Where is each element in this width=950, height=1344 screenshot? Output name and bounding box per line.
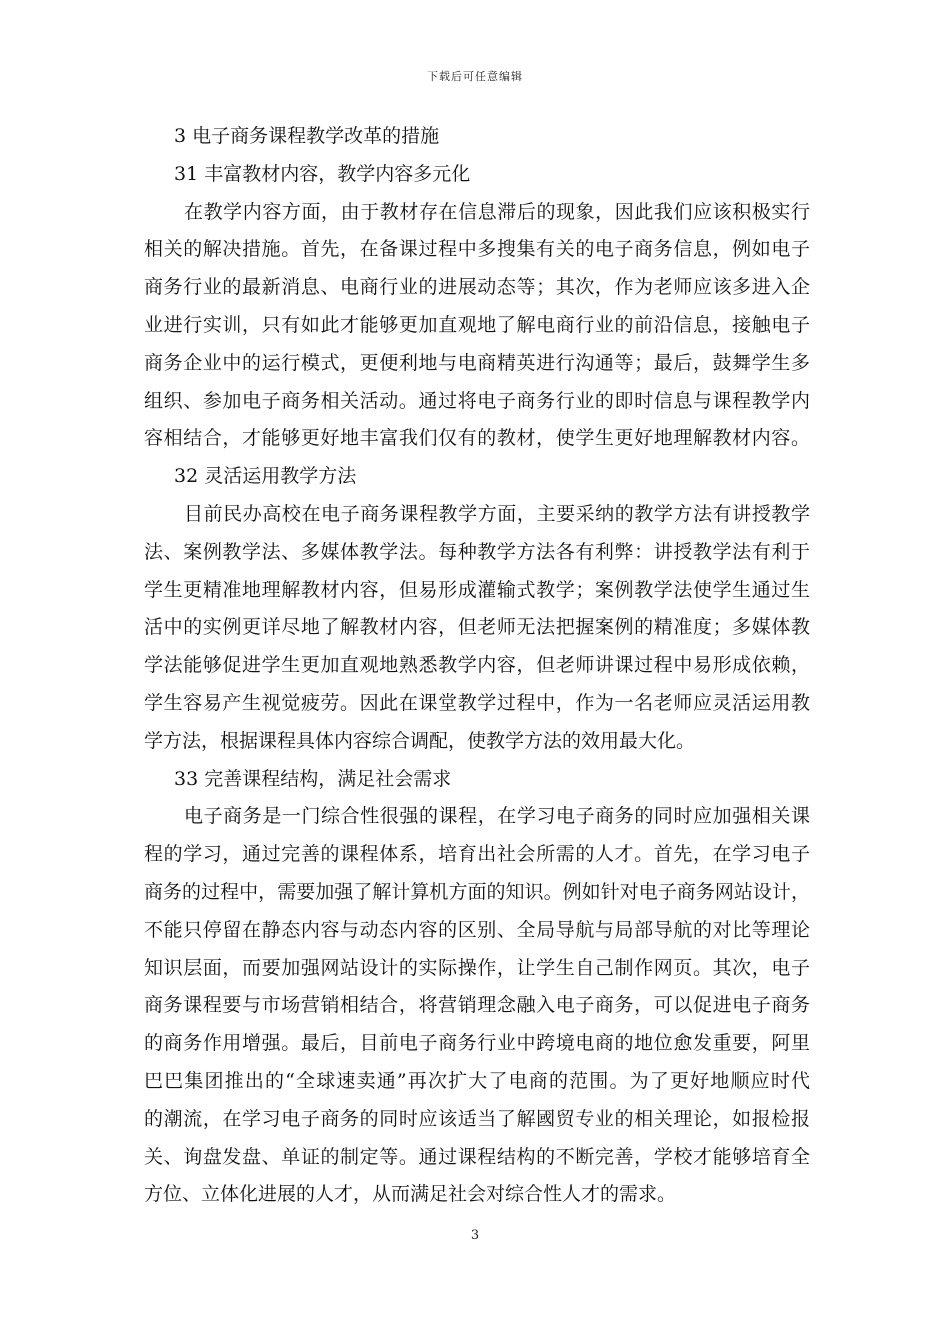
paragraph-line: 学方法，根据课程具体内容综合调配，使教学方法的效用最大化。 <box>144 729 696 752</box>
paragraph-line: 的潮流，在学习电子商务的同时应该适当了解國贸专业的相关理论，如报检报 <box>144 1107 810 1130</box>
paragraph-line: 目前民办高校在电子商务课程教学方面，主要采纳的教学方法有讲授教学 <box>184 502 810 525</box>
paragraph-line: 学生容易产生视觉疲劳。因此在课堂教学过程中，作为一名老师应灵活运用教 <box>144 691 810 714</box>
paragraph-line: 活中的实例更详尽地了解教材内容，但老师无法把握案例的精准度；多媒体教 <box>144 616 810 639</box>
paragraph-line: 商务行业的最新消息、电商行业的进展动态等；其次，作为老师应该多进入企 <box>144 276 810 299</box>
paragraph-line: 业进行实训，只有如此才能够更加直观地了解电商行业的前沿信息，接触电子 <box>144 313 810 336</box>
paragraph-line: 方位、立体化进展的人才，从而满足社会对综合性人才的需求。 <box>144 1183 677 1206</box>
paragraph-line: 学法能够促进学生更加直观地熟悉教学内容，但老师讲课过程中易形成依赖， <box>144 654 810 677</box>
paragraph-line: 组织、参加电子商务相关活动。通过将电子商务行业的即时信息与课程教学内 <box>144 389 810 412</box>
page-number: 3 <box>470 1228 480 1243</box>
paragraph-line: 在教学内容方面，由于教材存在信息滞后的现象，因此我们应该积极实行 <box>184 200 810 223</box>
paragraph-line: 不能只停留在静态内容与动态内容的区别、全局导航与局部导航的对比等理论 <box>144 918 810 941</box>
paragraph-line: 商务企业中的运行模式，更便利地与电商精英进行沟通等；最后，鼓舞学生多 <box>144 351 810 374</box>
paragraph-line: 法、案例教学法、多媒体教学法。每种教学方法各有利弊：讲授教学法有利于 <box>144 540 810 563</box>
section-3-heading: 3 电子商务课程教学改革的措施 <box>174 125 440 147</box>
paragraph-line: 商务的过程中，需要加强了解计算机方面的知识。例如针对电子商务网站设计， <box>144 880 810 903</box>
paragraph-line: 的商务作用增强。最后，目前电子商务行业中跨境电商的地位愈发重要，阿里 <box>144 1032 810 1055</box>
paragraph-line: 知识层面，而要加强网站设计的实际操作，让学生自己制作网页。其次，电子 <box>144 956 810 979</box>
paragraph-line: 学生更精准地理解教材内容，但易形成灌输式教学；案例教学法使学生通过生 <box>144 578 810 601</box>
paragraph-line: 程的学习，通过完善的课程体系，培育出社会所需的人才。首先，在学习电子 <box>144 843 810 866</box>
section-31-heading: 31 丰富教材内容，教学内容多元化 <box>174 162 471 185</box>
section-33-heading: 33 完善课程结构，满足社会需求 <box>174 767 452 790</box>
page-header-note: 下载后可任意编辑 <box>427 70 523 83</box>
document-body <box>144 118 810 1214</box>
paragraph-line: 商务课程要与市场营销相结合，将营销理念融入电子商务，可以促进电子商务 <box>144 994 810 1017</box>
paragraph-line: 相关的解决措施。首先，在备课过程中多搜集有关的电子商务信息，例如电子 <box>144 238 810 261</box>
section-32-heading: 32 灵活运用教学方法 <box>174 465 357 488</box>
paragraph-line: 巴巴集团推出的“全球速卖通”再次扩大了电商的范围。为了更好地顺应时代 <box>144 1069 810 1092</box>
paragraph-line: 电子商务是一门综合性很强的课程，在学习电子商务的同时应加强相关课 <box>184 805 810 828</box>
paragraph-line: 关、询盘发盘、单证的制定等。通过课程结构的不断完善，学校才能够培育全 <box>144 1145 810 1168</box>
paragraph-line: 容相结合，才能够更好地丰富我们仅有的教材，使学生更好地理解教材内容。 <box>144 427 810 450</box>
